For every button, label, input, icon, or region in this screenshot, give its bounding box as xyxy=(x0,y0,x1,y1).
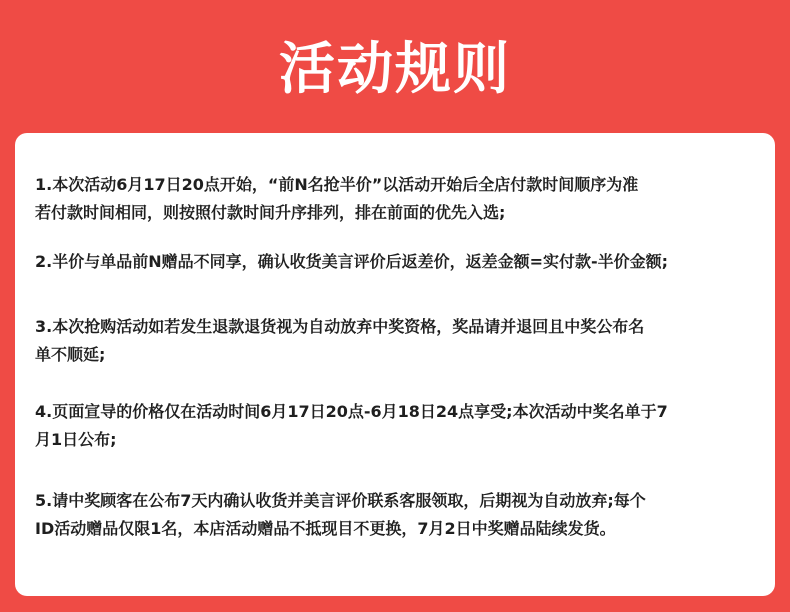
rule-item-4 xyxy=(35,398,761,454)
page-title: 活动规则 xyxy=(279,37,511,102)
rule-3-line-2: 单不顺延; xyxy=(35,345,106,364)
rule-4-line-2: 月1日公布; xyxy=(35,430,117,449)
rules-card xyxy=(15,133,775,596)
rule-1-line-2: 若付款时间相同，则按照付款时间升序排列，排在前面的优先入选; xyxy=(35,203,506,222)
rule-item-2 xyxy=(35,248,761,276)
rule-3-line-1: 3.本次抢购活动如若发生退款退货视为自动放弃中奖资格，奖品请并退回且中奖公布名 xyxy=(35,317,645,336)
rule-2-line-1: 2.半价与单品前N赠品不同享，确认收货美言评价后返差价，返差金额=实付款-半价金额; xyxy=(35,252,669,271)
rule-1-line-1: 1.本次活动6月17日20点开始，“前N名抢半价”以活动开始后全店付款时间顺序为准 xyxy=(35,175,639,194)
rule-5-line-2: ID活动赠品仅限1名，本店活动赠品不抵现目不更换，7月2日中奖赠品陆续发货。 xyxy=(35,519,616,538)
rule-item-5 xyxy=(35,487,761,543)
rule-4-line-1: 4.页面宣导的价格仅在活动时间6月17日20点-6月18日24点享受;本次活动中奖名单于7 xyxy=(35,402,668,421)
rule-5-line-1: 5.请中奖顾客在公布7天内确认收货并美言评价联系客服领取，后期视为自动放弃;每个 xyxy=(35,491,646,510)
rule-item-1 xyxy=(35,171,761,227)
rule-item-3 xyxy=(35,313,761,369)
